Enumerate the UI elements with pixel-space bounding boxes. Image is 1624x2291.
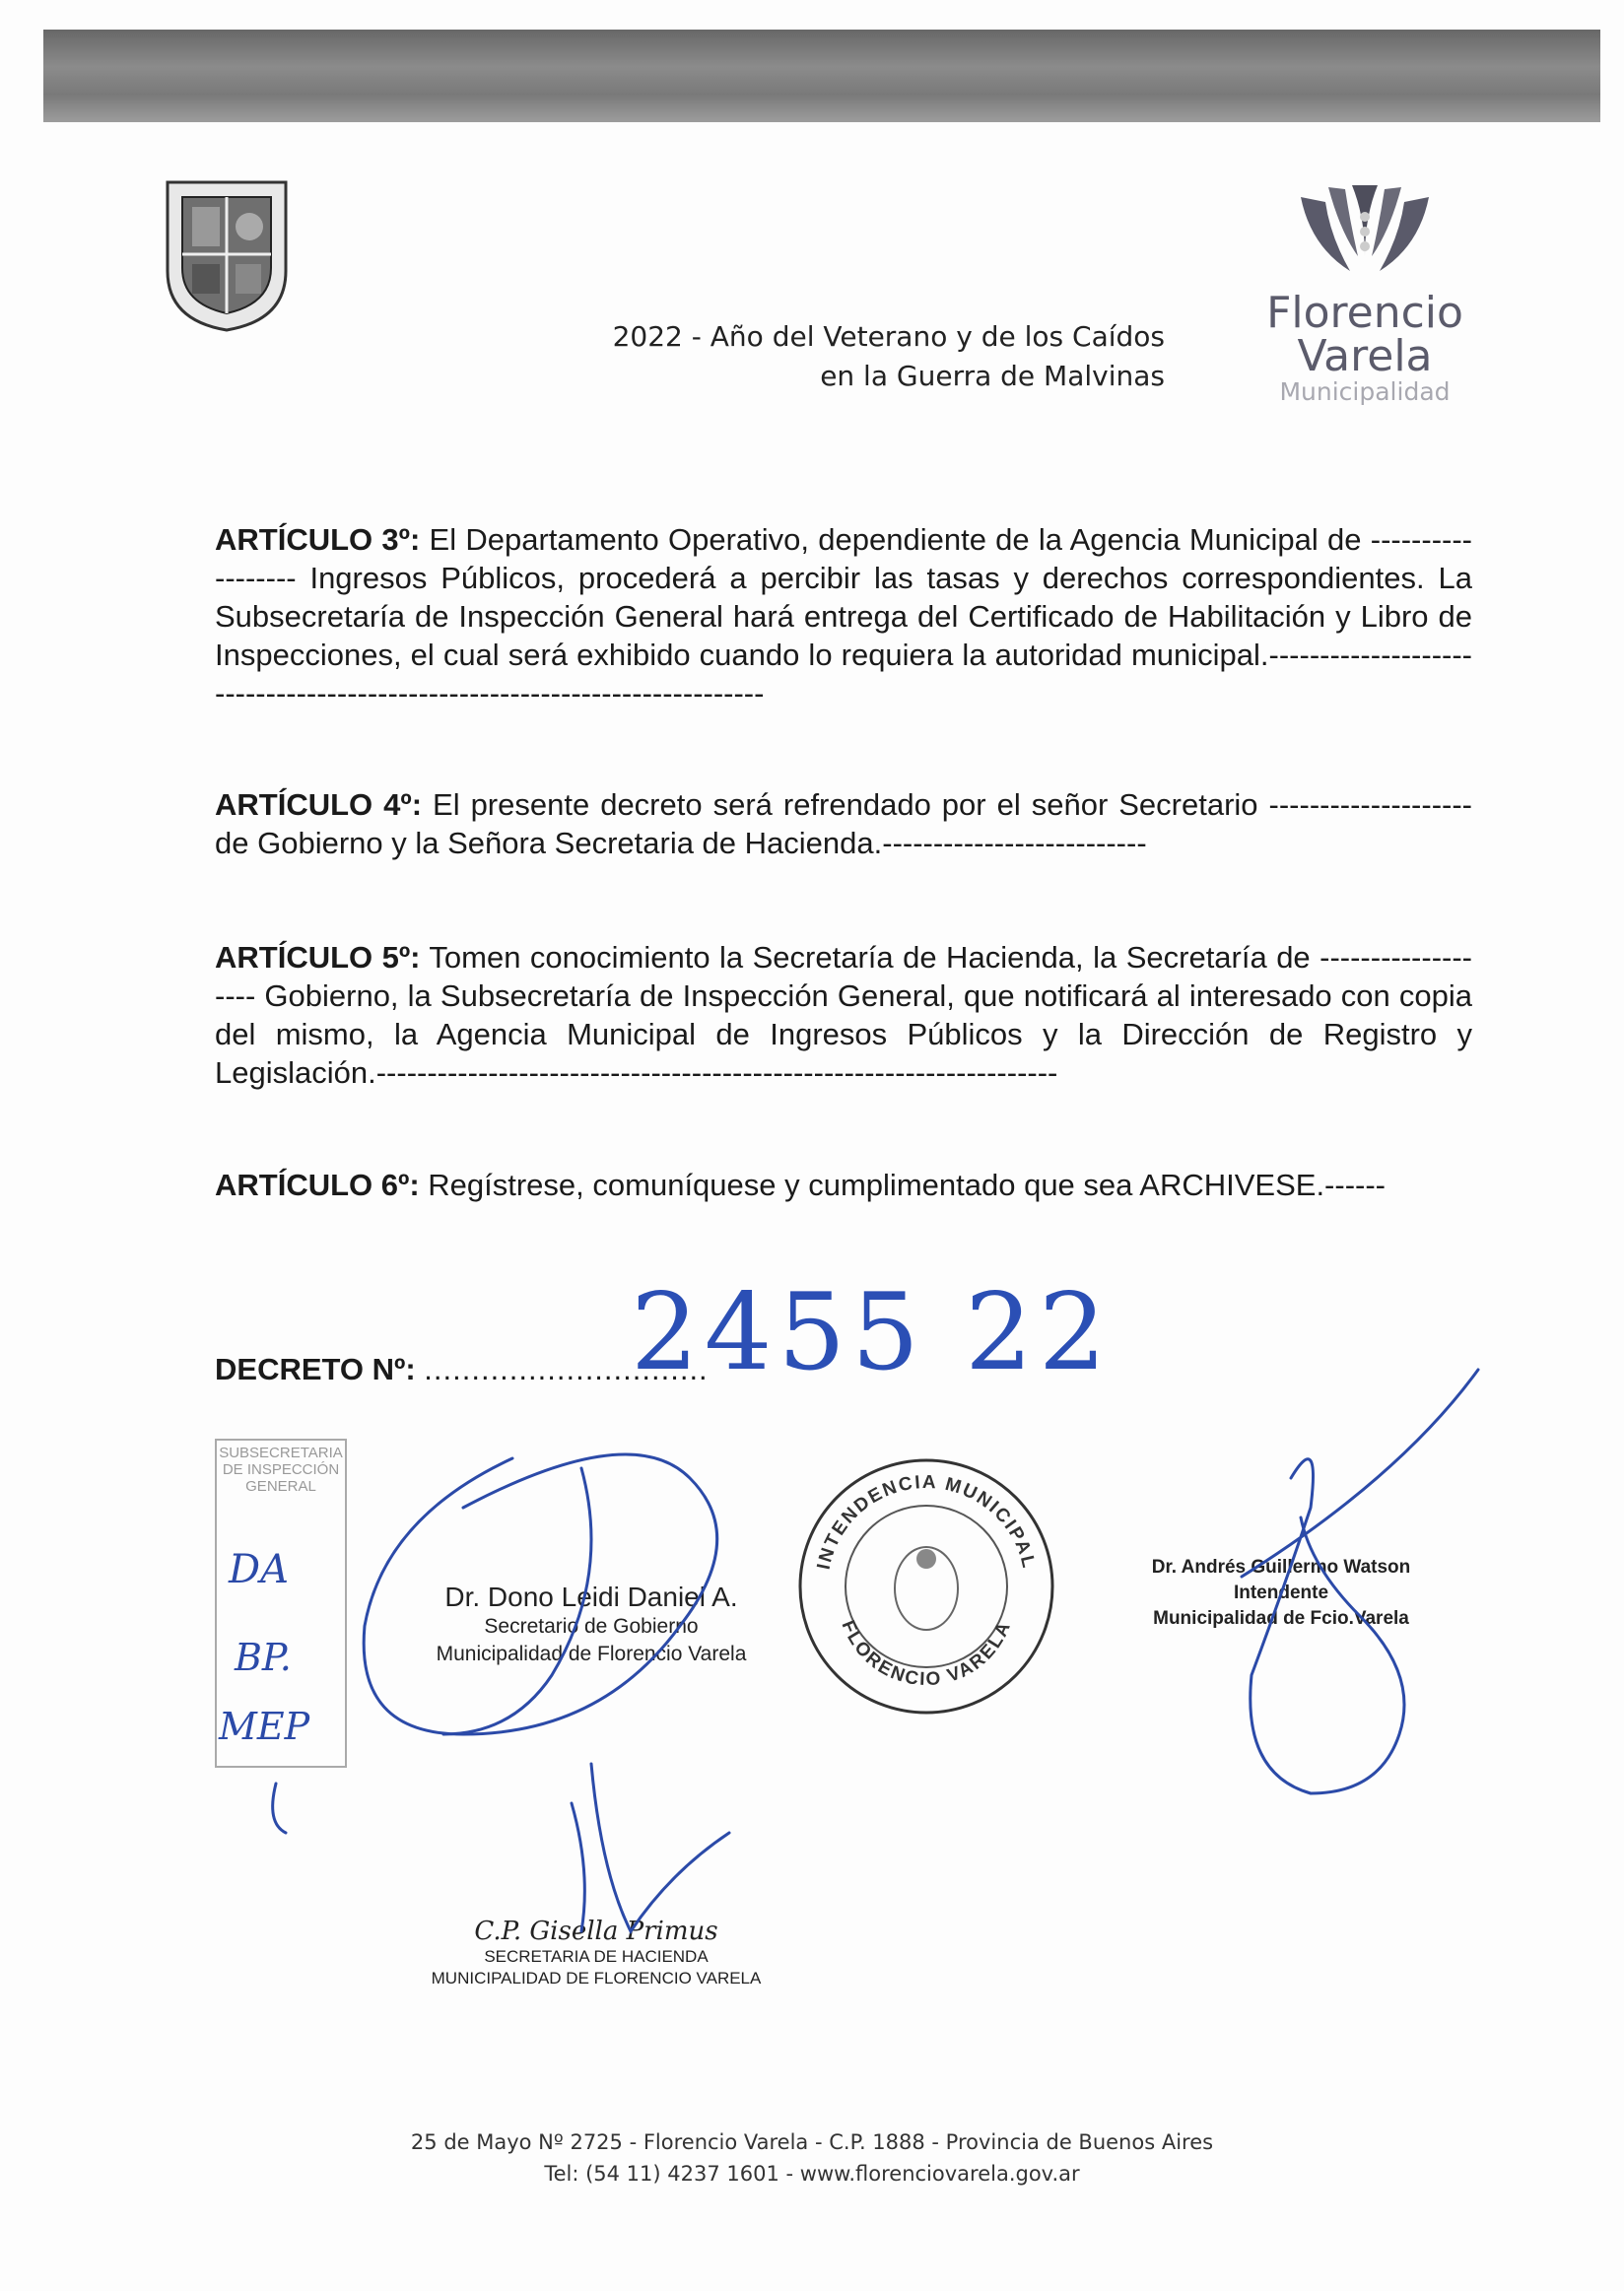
signer-org: MUNICIPALIDAD DE FLORENCIO VARELA [431,1969,762,1988]
seal-top-text: INTENDENCIA MUNICIPAL [813,1471,1040,1572]
footer-line-1: 25 de Mayo Nº 2725 - Florencio Varela - C.P. 1888 - Provincia de Buenos Aires [410,2130,1214,2154]
year-motto [613,317,1165,396]
municipal-shield-icon [163,177,291,335]
article-label: ARTÍCULO 6º: [215,1168,420,1202]
stamp-line-3: GENERAL [245,1478,316,1495]
footer-address [0,2126,1624,2190]
initial-1: DA [229,1547,289,1592]
signer-title: Secretario de Gobierno [484,1615,699,1638]
signer-org: Municipalidad de Fcio.Varela [1153,1608,1409,1629]
brand-name: Florencio Varela [1266,288,1463,381]
article-6 [215,1166,1472,1204]
decree-number-stamp: 2455 22 [631,1271,1113,1394]
decree-label: DECRETO Nº: [215,1352,416,1386]
stamp-header [217,1441,345,1495]
signature-stroke-gobierno-3 [572,1764,729,1931]
signature-block-gobierno [424,1582,759,1668]
stamp-line-1: SUBSECRETARIA [219,1445,343,1461]
municipal-seal-stamp [788,1449,1064,1724]
signer-name: C.P. Gisella Primus [474,1917,718,1946]
article-text: Regístrese, comuníquese y cumplimentado que sea ARCHIVESE.------ [419,1168,1387,1202]
signer-title: SECRETARIA DE HACIENDA [484,1947,709,1966]
article-label: ARTÍCULO 5º: [215,940,421,975]
tulip-emblem-icon [1291,177,1439,286]
article-label: ARTÍCULO 4º: [215,787,423,822]
scan-header-bar [43,30,1600,122]
signature-block-intendente [1133,1555,1429,1632]
svg-text:FLORENCIO VARELA [838,1618,1016,1691]
motto-line-2: en la Guerra de Malvinas [820,360,1165,392]
footer-line-2: Tel: (54 11) 4237 1601 - www.florenciovarela.gov.ar [544,2162,1080,2186]
signer-name: Dr. Andrés Guillermo Watson [1151,1557,1411,1578]
article-text: El Departamento Operativo, dependiente de la Agencia Municipal de ------------------ Ingresos Públicos, procederá a percibir las tasas y derechos correspondientes. La Subsecretaría de Inspección General hará entrega del Certificado de Habilitación y Libro de Inspecciones, el cual será exhibido cuando lo requiera la autoridad municipal.-------------------------------------------------------------------------- [215,522,1472,710]
signer-name: Dr. Dono Leidi Daniel A. [444,1582,738,1612]
seal-bottom-text: FLORENCIO VARELA [837,1617,1016,1691]
florencio-varela-logo [1202,177,1527,406]
article-label: ARTÍCULO 3º: [215,522,421,557]
motto-line-1: 2022 - Año del Veterano y de los Caídos [612,320,1165,353]
signer-title: Intendente [1233,1583,1329,1603]
article-5 [215,938,1472,1092]
stamp-line-2: DE INSPECCIÓN [222,1461,340,1478]
article-text: Tomen conocimiento la Secretaría de Hacienda, la Secretaría de ------------------- Gobierno, la Subsecretaría de Inspección General, que notificará al interesado con copia del mismo, la Agencia Municipal de Ingresos Públicos y la Dirección de Registro y Legislación.------------------------------------------------------------------- [215,940,1472,1090]
initial-2: BP. [235,1636,292,1679]
signature-stroke-hacienda [273,1784,286,1833]
initial-3: MEP [219,1705,310,1748]
signature-block-hacienda [409,1917,783,1989]
article-3 [215,520,1472,712]
decree-dots: .............................. [424,1352,709,1386]
brand-subtitle: Municipalidad [1279,377,1451,406]
article-4 [215,785,1472,862]
signer-org: Municipalidad de Florencio Varela [436,1643,747,1665]
article-text: El presente decreto será refrendado por el señor Secretario -------------------- de Gobierno y la Señora Secretaria de Hacienda.-------------------------- [215,787,1472,860]
